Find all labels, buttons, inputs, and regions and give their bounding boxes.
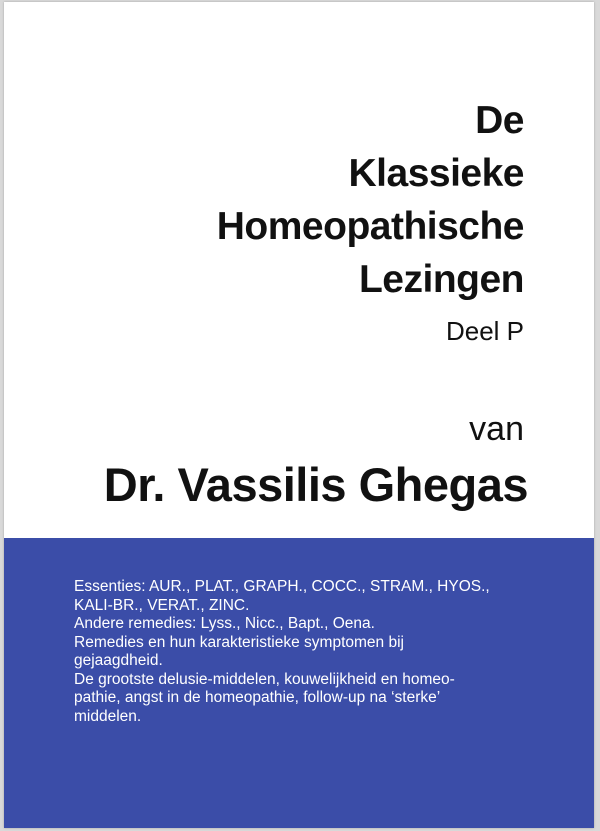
blurb-line-3: Andere remedies: Lyss., Nicc., Bapt., Oena.	[74, 615, 375, 632]
title-line-1: De	[475, 99, 524, 142]
blurb-line-4: Remedies en hun karakteristieke symptomen bij	[74, 633, 404, 651]
description-text	[74, 578, 544, 726]
blurb-line-2: KALI-BR., VERAT., ZINC.	[74, 596, 250, 614]
by-label: van	[469, 410, 524, 448]
blurb-line-5: gejaagdheid.	[74, 652, 163, 669]
author-name: Dr. Vassilis Ghegas	[103, 458, 528, 511]
title-line-2: Klassieke	[348, 152, 524, 195]
volume-label: Deel P	[445, 316, 524, 346]
title-line-3: Homeopathische	[216, 205, 524, 248]
title-line-4: Lezingen	[358, 258, 524, 301]
book-title	[217, 94, 524, 348]
blurb-line-6: De grootste delusie-middelen, kouwelijkheid en homeo-	[74, 670, 455, 688]
blurb-line-7: pathie, angst in de homeopathie, follow-up na ‘sterke’	[74, 689, 441, 706]
blurb-line-8: middelen.	[74, 707, 142, 725]
book-cover	[4, 2, 594, 828]
description-panel	[4, 538, 594, 828]
blurb-line-1: Essenties: AUR., PLAT., GRAPH., COCC., STRAM., HYOS.,	[74, 578, 490, 595]
